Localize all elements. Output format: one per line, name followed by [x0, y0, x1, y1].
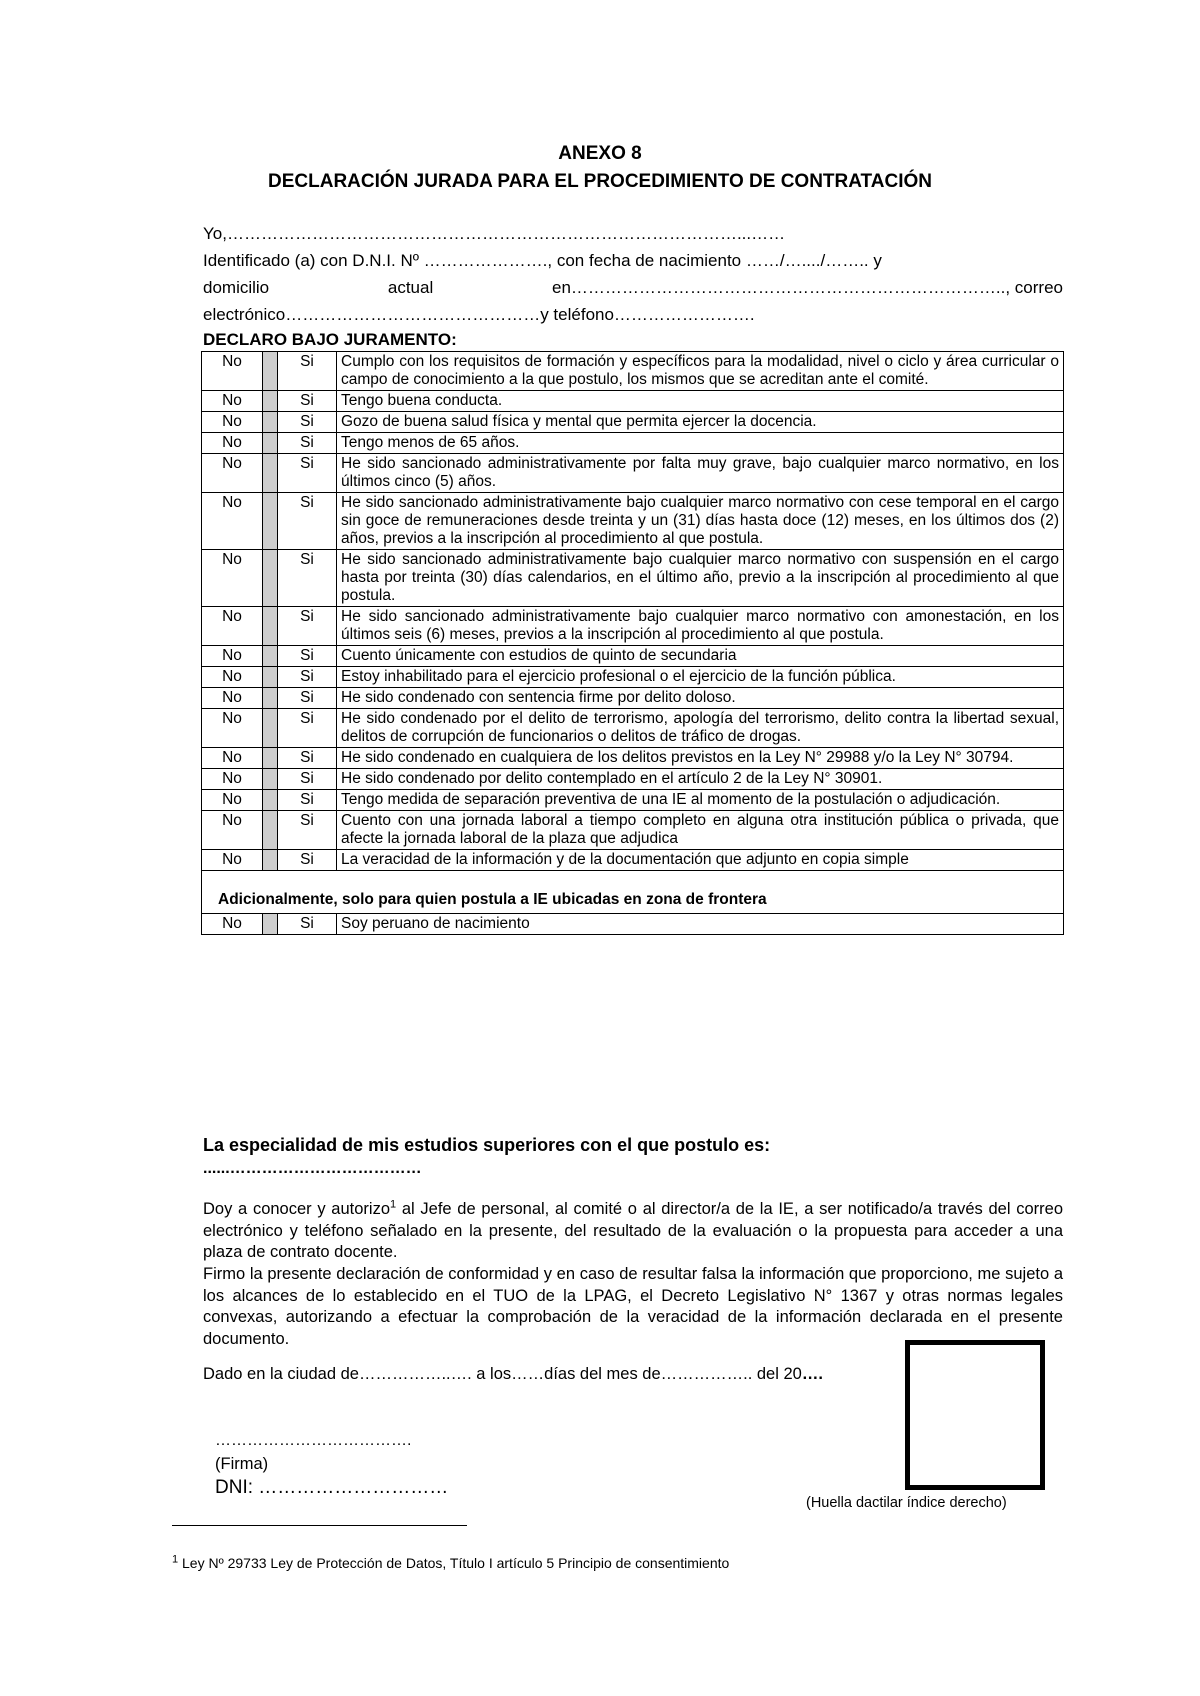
table-row — [202, 550, 1064, 607]
table-row — [202, 646, 1064, 667]
no-option[interactable]: No — [202, 646, 263, 667]
si-option[interactable]: Si — [278, 790, 337, 811]
authorization-text-end: al Jefe de personal, al comité o al director/a de la IE, a ser notificado/a través del correo electrónico y teléfono señalado en la presente, del resultado de la evaluación o la propuesta para acceder a una plaza de contrato docente. — [203, 1200, 1063, 1261]
si-option[interactable]: Si — [278, 607, 337, 646]
si-option[interactable]: Si — [278, 412, 337, 433]
no-option[interactable]: No — [202, 454, 263, 493]
statement-text: He sido sancionado administrativamente bajo cualquier marco normativo con amonestación, en los últimos seis (6) meses, previos a la inscripción al procedimiento al que postula. — [337, 607, 1064, 646]
table-row — [202, 667, 1064, 688]
si-option[interactable]: Si — [278, 667, 337, 688]
table-row — [202, 790, 1064, 811]
table-row — [202, 748, 1064, 769]
no-option[interactable]: No — [202, 914, 263, 935]
table-row — [202, 493, 1064, 550]
address-field: en………………………………………………………………….., correo — [551, 278, 1063, 297]
table-row — [202, 454, 1064, 493]
email-phone-line: electrónico………………………………………y teléfono……………………. — [203, 305, 755, 324]
si-option[interactable]: Si — [278, 550, 337, 607]
specialty-field: ......……………………………… — [203, 1160, 422, 1177]
address-word-actual: actual — [387, 278, 434, 297]
address-line — [203, 278, 1063, 298]
si-option[interactable]: Si — [278, 688, 337, 709]
si-option[interactable]: Si — [278, 454, 337, 493]
statement-text: Tengo medida de separación preventiva de una IE al momento de la postulación o adjudicación. — [337, 790, 1064, 811]
statement-text: Cuento con una jornada laboral a tiempo completo en alguna otra institución pública o privada, que afecte la jornada laboral de la plaza que adjudica — [337, 811, 1064, 850]
si-option[interactable]: Si — [278, 914, 337, 935]
statement-text: Gozo de buena salud física y mental que permita ejercer la docencia. — [337, 412, 1064, 433]
statement-text: He sido condenado por el delito de terrorismo, apología del terrorismo, delito contra la libertad sexual, delitos de corrupción de funcionarios o delitos de tráfico de drogas. — [337, 709, 1064, 748]
no-option[interactable]: No — [202, 811, 263, 850]
mark-cell[interactable] — [263, 412, 278, 433]
place-date-line — [203, 1365, 823, 1384]
signature-line: ………………………………. — [215, 1432, 412, 1449]
mark-cell[interactable] — [263, 391, 278, 412]
no-option[interactable]: No — [202, 352, 263, 391]
place-date-text: Dado en la ciudad de……………..…. a los……días del mes de…………….. del 20 — [203, 1365, 802, 1383]
document-title: DECLARACIÓN JURADA PARA EL PROCEDIMIENTO DE CONTRATACIÓN — [268, 171, 932, 192]
authorization-paragraph — [203, 1199, 1063, 1264]
no-option[interactable]: No — [202, 688, 263, 709]
mark-cell[interactable] — [263, 850, 278, 871]
footnote-mark: 1 — [172, 1553, 179, 1566]
si-option[interactable]: Si — [278, 493, 337, 550]
si-option[interactable]: Si — [278, 391, 337, 412]
table-row-nationality — [202, 914, 1064, 935]
conformity-paragraph: Firmo la presente declaración de conformidad y en caso de resultar falsa la información que proporciono, me sujeto a los alcances de lo establecido en el TUO de la LPAG, el Decreto Legislativo N° 1367 y otras normas legales convexas, autorizando a efectuar la comprobación de la veracidad de la información declarada en el presente documento. — [203, 1265, 1063, 1348]
mark-cell[interactable] — [263, 709, 278, 748]
mark-cell[interactable] — [263, 433, 278, 454]
no-option[interactable]: No — [202, 667, 263, 688]
no-option[interactable]: No — [202, 607, 263, 646]
statement-text: La veracidad de la información y de la documentación que adjunto en copia simple — [337, 850, 1064, 871]
table-row — [202, 811, 1064, 850]
si-option[interactable]: Si — [278, 646, 337, 667]
id-line: Identificado (a) con D.N.I. Nº …………………., con fecha de nacimiento ……/…..../…….. y — [203, 251, 882, 270]
footnote — [172, 1555, 729, 1571]
footnote-separator — [172, 1525, 467, 1526]
table-row — [202, 607, 1064, 646]
dni-line: DNI: ………………………… — [215, 1477, 449, 1498]
statement-text: He sido sancionado administrativamente por falta muy grave, bajo cualquier marco normativo, en los últimos cinco (5) años. — [337, 454, 1064, 493]
no-option[interactable]: No — [202, 709, 263, 748]
statement-text: He sido condenado en cualquiera de los delitos previstos en la Ley N° 29988 y/o la Ley N° 30794. — [337, 748, 1064, 769]
mark-cell[interactable] — [263, 790, 278, 811]
additional-heading: Adicionalmente, solo para quien postula a IE ubicadas en zona de frontera — [202, 871, 1064, 914]
table-row — [202, 709, 1064, 748]
mark-cell[interactable] — [263, 454, 278, 493]
fingerprint-label: (Huella dactilar índice derecho) — [806, 1495, 1007, 1511]
mark-cell[interactable] — [263, 769, 278, 790]
mark-cell[interactable] — [263, 646, 278, 667]
statement-text: Soy peruano de nacimiento — [337, 914, 1064, 935]
mark-cell[interactable] — [263, 811, 278, 850]
table-row — [202, 391, 1064, 412]
no-option[interactable]: No — [202, 769, 263, 790]
mark-cell[interactable] — [263, 667, 278, 688]
footnote-reference: 1 — [390, 1198, 397, 1211]
table-row — [202, 352, 1064, 391]
authorization-text-start: Doy a conocer y autorizo — [203, 1200, 391, 1218]
statement-text: Cumplo con los requisitos de formación y específicos para la modalidad, nivel o ciclo y área curricular o campo de conocimiento a la que postulo, los mismos que se acreditan ante el comité. — [337, 352, 1064, 391]
no-option[interactable]: No — [202, 391, 263, 412]
statement-text: He sido condenado por delito contemplado en el artículo 2 de la Ley N° 30901. — [337, 769, 1064, 790]
mark-cell[interactable] — [263, 914, 278, 935]
si-option[interactable]: Si — [278, 352, 337, 391]
additional-heading-row — [202, 871, 1064, 914]
declaration-table — [201, 351, 1064, 935]
no-option[interactable]: No — [202, 433, 263, 454]
statement-text: He sido sancionado administrativamente bajo cualquier marco normativo con suspensión en el cargo hasta por treinta (30) días calendarios, en el último año, previo a la inscripción al procedimiento al que postula. — [337, 550, 1064, 607]
signature-label: (Firma) — [215, 1455, 269, 1473]
statement-text: Estoy inhabilitado para el ejercicio profesional o el ejercicio de la función pública. — [337, 667, 1064, 688]
footnote-text: Ley Nº 29733 Ley de Protección de Datos, Título I artículo 5 Principio de consentimiento — [178, 1555, 730, 1571]
name-line: Yo,………………………………………………………………………………...…… — [203, 224, 786, 243]
no-option[interactable]: No — [202, 790, 263, 811]
si-option[interactable]: Si — [278, 769, 337, 790]
no-option[interactable]: No — [202, 412, 263, 433]
no-option[interactable]: No — [202, 748, 263, 769]
table-row — [202, 769, 1064, 790]
mark-cell[interactable] — [263, 607, 278, 646]
statement-text: Tengo buena conducta. — [337, 391, 1064, 412]
table-row — [202, 850, 1064, 871]
statement-text: He sido sancionado administrativamente bajo cualquier marco normativo con cese temporal en el cargo sin goce de remuneraciones desde treinta y un (31) días hasta doce (12) meses, en los últimos dos (2) años, previos a la inscripción al procedimiento al que postula. — [337, 493, 1064, 550]
mark-cell[interactable] — [263, 748, 278, 769]
mark-cell[interactable] — [263, 688, 278, 709]
mark-cell[interactable] — [263, 352, 278, 391]
table-row — [202, 688, 1064, 709]
si-option[interactable]: Si — [278, 850, 337, 871]
place-date-year-suffix: …. — [801, 1365, 823, 1383]
table-row — [202, 433, 1064, 454]
no-option[interactable]: No — [202, 493, 263, 550]
statement-text: Cuento únicamente con estudios de quinto de secundaria — [337, 646, 1064, 667]
specialty-label: La especialidad de mis estudios superiores con el que postulo es: — [203, 1135, 771, 1155]
si-option[interactable]: Si — [278, 433, 337, 454]
no-option[interactable]: No — [202, 550, 263, 607]
mark-cell[interactable] — [263, 493, 278, 550]
annex-title: ANEXO 8 — [558, 143, 642, 164]
si-option[interactable]: Si — [278, 811, 337, 850]
address-word-domicilio: domicilio — [203, 278, 270, 297]
si-option[interactable]: Si — [278, 709, 337, 748]
si-option[interactable]: Si — [278, 748, 337, 769]
mark-cell[interactable] — [263, 550, 278, 607]
statement-text: He sido condenado con sentencia firme por delito doloso. — [337, 688, 1064, 709]
declaration-heading: DECLARO BAJO JURAMENTO: — [203, 330, 457, 349]
statement-text: Tengo menos de 65 años. — [337, 433, 1064, 454]
table-row — [202, 412, 1064, 433]
no-option[interactable]: No — [202, 850, 263, 871]
fingerprint-box — [905, 1340, 1045, 1490]
